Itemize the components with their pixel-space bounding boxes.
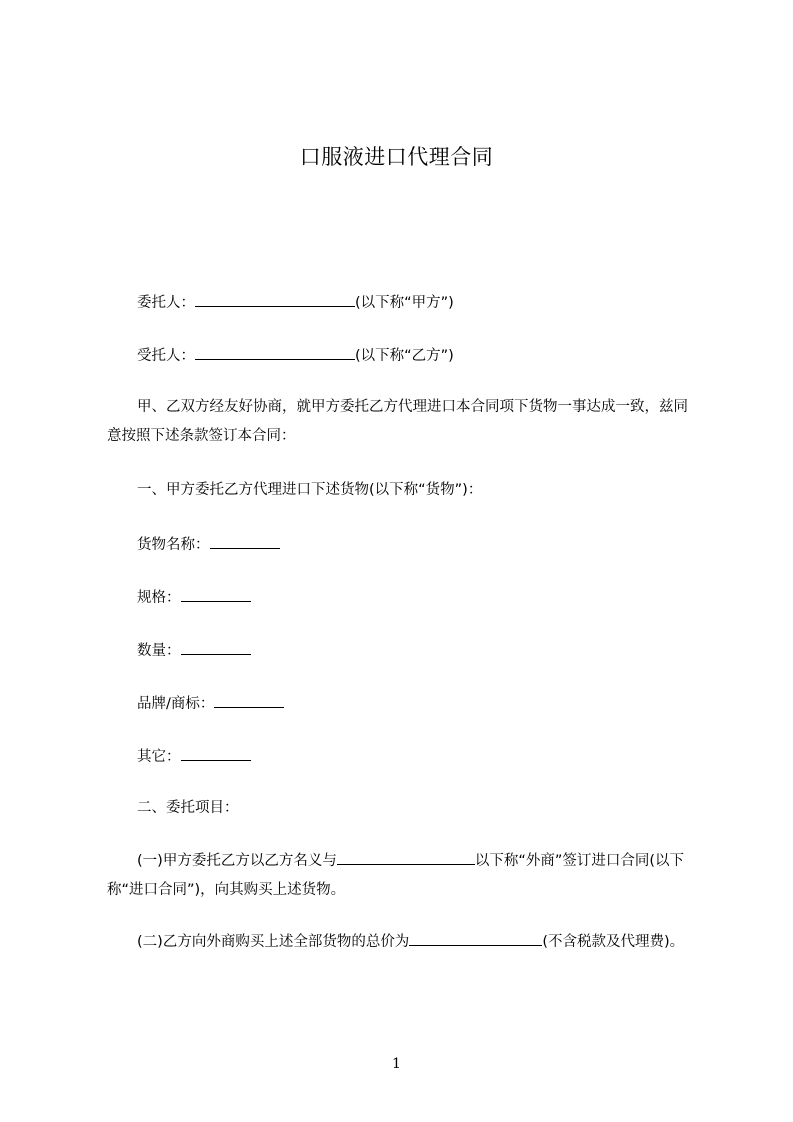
item-2-prefix: (二)乙方向外商购买上述全部货物的总价为: [137, 934, 410, 950]
intro-paragraph: 甲、乙双方经友好协商，就甲方委托乙方代理进口本合同项下货物一事达成一致，兹同意按照下述条款签订本合同：: [107, 399, 688, 444]
other-label: 其它：: [137, 749, 181, 765]
brand-label: 品牌/商标：: [137, 696, 215, 712]
party-a-suffix: (以下称“甲方”): [355, 295, 454, 311]
goods-name-label: 货物名称：: [137, 537, 210, 553]
quantity-blank: [181, 639, 251, 655]
party-b-blank: [195, 344, 355, 360]
section-2-heading: 二、委托项目：: [137, 800, 239, 816]
section-1-heading: 一、甲方委托乙方代理进口下述货物(以下称“货物”)：: [137, 482, 483, 498]
item-1-suffix: 以下称“外商”签订进口合同(以下称“进口合同”)，向其购买上述货物。: [107, 853, 685, 898]
spec-label: 规格：: [137, 590, 181, 606]
other-blank: [181, 745, 251, 761]
goods-name-blank: [210, 533, 280, 549]
other-line: [137, 745, 251, 767]
party-b-line: [137, 344, 454, 366]
quantity-label: 数量：: [137, 643, 181, 659]
section-2-item-2: [107, 928, 697, 957]
total-price-blank: [409, 930, 542, 946]
party-b-suffix: (以下称“乙方”): [355, 348, 454, 364]
brand-line: [137, 692, 284, 714]
spec-line: [137, 586, 251, 608]
party-a-label: 委托人：: [137, 295, 195, 311]
item-1-prefix: (一)甲方委托乙方以乙方名义与: [137, 853, 337, 869]
foreign-party-blank: [337, 849, 475, 865]
party-a-line: [137, 291, 454, 313]
goods-name-line: [137, 533, 280, 555]
document-title: 口服液进口代理合同: [299, 145, 494, 169]
spec-blank: [181, 586, 251, 602]
page-number: 1: [392, 1056, 401, 1072]
item-2-suffix: (不含税款及代理费)。: [542, 934, 685, 950]
quantity-line: [137, 639, 251, 661]
party-b-label: 受托人：: [137, 348, 195, 364]
section-2-item-1: [107, 847, 697, 905]
brand-blank: [214, 692, 284, 708]
party-a-blank: [195, 291, 355, 307]
